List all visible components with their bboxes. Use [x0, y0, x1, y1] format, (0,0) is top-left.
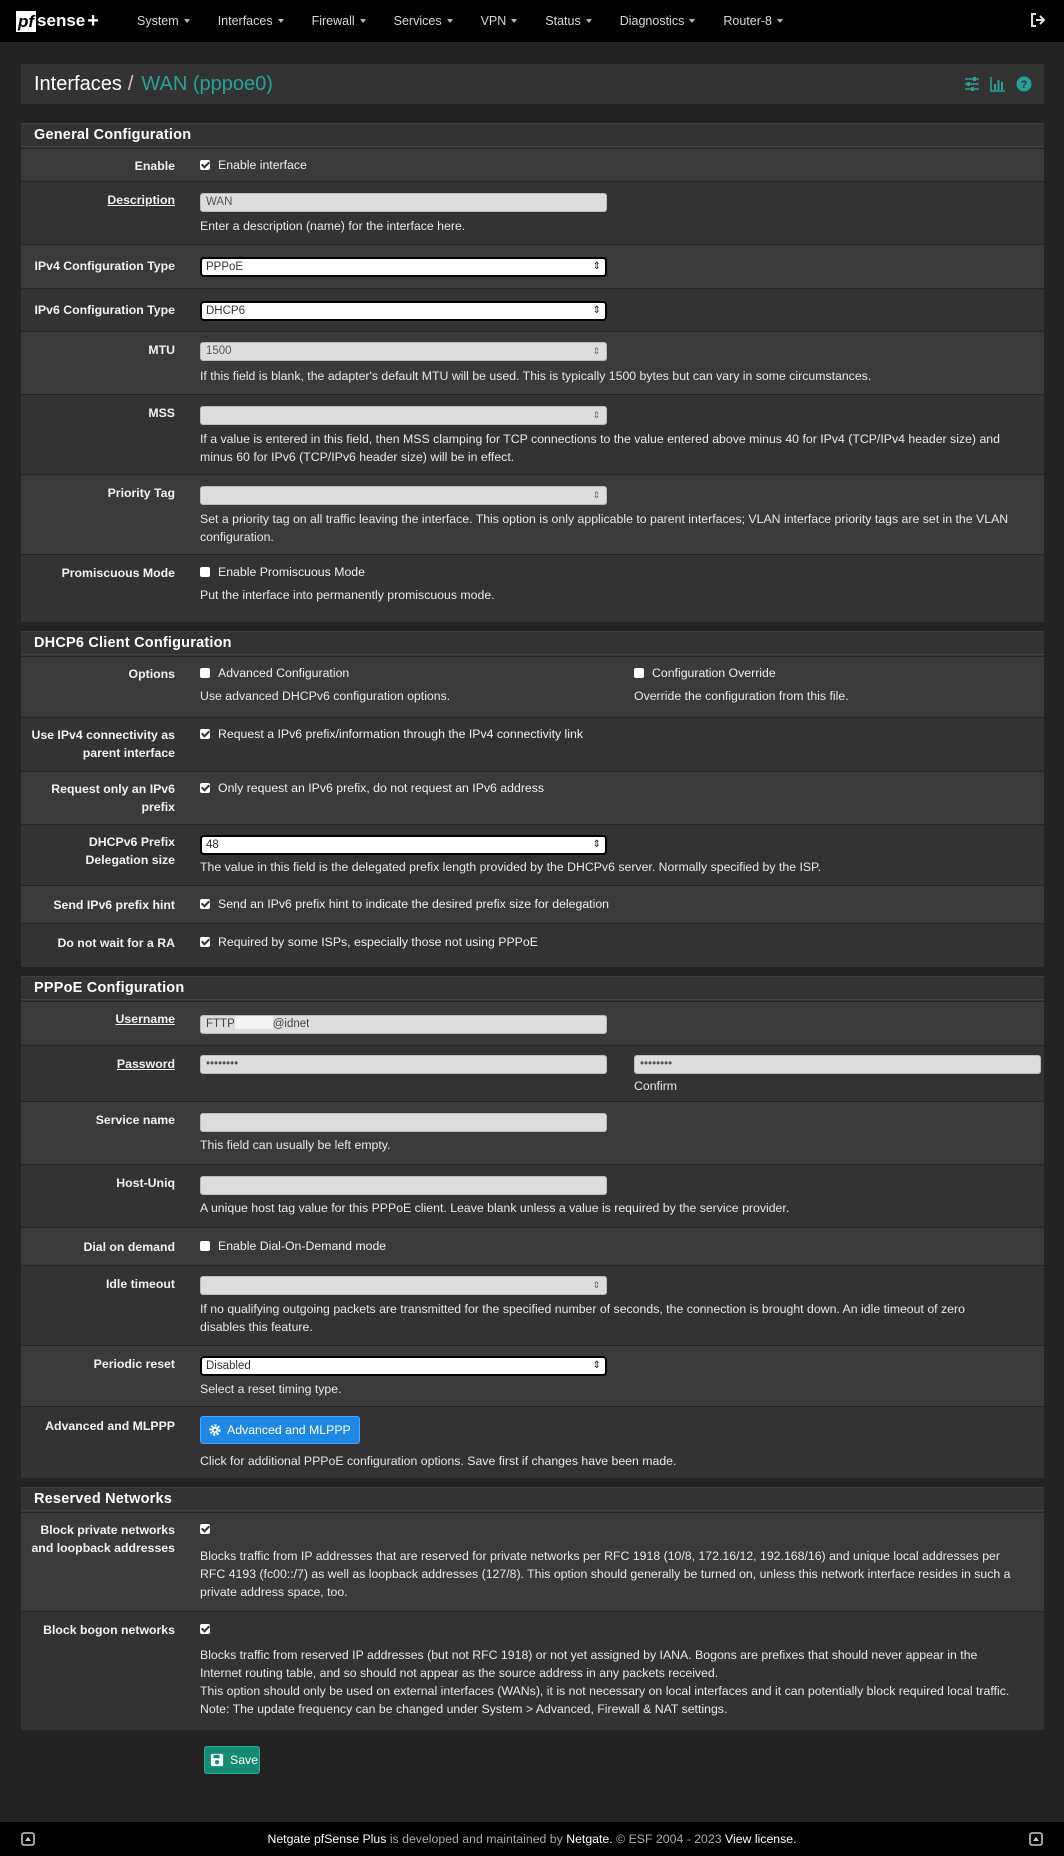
nav-services[interactable]: Services — [394, 14, 453, 28]
promisc-row — [21, 554, 1044, 622]
mtu-row — [21, 331, 1044, 394]
dial-on-demand-checkbox-group[interactable]: Enable Dial-On-Demand mode — [200, 1238, 386, 1253]
request-prefix-checkbox-group[interactable]: Only request an IPv6 prefix, do not request an IPv6 address — [200, 780, 544, 795]
field-label: DHCPv6 Prefix Delegation size — [85, 835, 175, 867]
help-text: The value in this field is the delegated prefix length provided by the DHCPv6 server. Normally specified by the ISP. — [200, 860, 822, 874]
caret-down-icon — [777, 19, 783, 23]
prefix-hint-row — [21, 885, 1044, 923]
field-label[interactable]: Password — [116, 1057, 175, 1071]
block-private-checkbox[interactable] — [200, 1524, 210, 1534]
help-text: Blocks traffic from reserved IP addresses (but not RFC 1918) or not yet assigned by IANA. Bogons are prefixes that should never appear in the Internet routing table, and so should not appear as the source address in any packets received. This option should only be used on external interfaces (WANs), it is not necessary on local interfaces and it can potentially block required local traffic. Note: The update frequency can be changed under System > Advanced, Firewall & NAT settings. — [200, 1648, 1010, 1716]
description-input[interactable]: WAN — [200, 193, 607, 212]
block-bogon-checkbox[interactable] — [200, 1624, 210, 1634]
help-text: If this field is blank, the adapter's default MTU will be used. This is typically 1500 bytes but can vary in some circumstances. — [200, 369, 872, 383]
dhcp6-config-panel — [21, 631, 1044, 967]
block-bogon-checkbox-group[interactable] — [200, 1621, 210, 1636]
nav-system[interactable]: System — [137, 14, 190, 28]
section-heading: DHCP6 Client Configuration — [21, 631, 1044, 655]
enable-row — [21, 148, 1044, 181]
help-text: Put the interface into permanently promiscuous mode. — [200, 588, 495, 602]
username-row — [21, 1001, 1044, 1045]
footer-company-link[interactable]: Netgate. — [566, 1832, 613, 1846]
config-override-checkbox[interactable] — [634, 668, 644, 678]
block-private-row — [21, 1512, 1044, 1611]
section-heading: General Configuration — [21, 123, 1044, 147]
nav-router[interactable]: Router-8 — [723, 14, 783, 28]
advanced-mlppp-button[interactable]: Advanced and MLPPP — [200, 1416, 360, 1444]
prefix-delegation-select[interactable]: 48 ⇕ — [200, 835, 607, 855]
promisc-checkbox[interactable] — [200, 567, 210, 577]
advanced-config-checkbox-group[interactable]: Advanced Configuration — [200, 665, 349, 680]
help-text: Blocks traffic from IP addresses that are reserved for private networks per RFC 1918 (10/8, 172.16/12, 192.168/16) and unique local addresses per RFC 4193 (fc00::/7) as well as loopback addresses (127/8). This option should generally be turned on, unless this network interface resides in such a private address space, too. — [200, 1549, 1011, 1599]
logo-pf: pf — [18, 11, 35, 31]
dial-on-demand-checkbox[interactable] — [200, 1241, 210, 1251]
help-icon[interactable] — [1016, 76, 1032, 92]
no-wait-ra-checkbox[interactable] — [200, 937, 210, 947]
field-label: Promiscuous Mode — [61, 566, 175, 580]
request-prefix-row — [21, 771, 1044, 824]
sliders-icon[interactable] — [964, 76, 980, 92]
help-text: Set a priority tag on all traffic leaving the interface. This option is only applicable to parent interfaces; VLAN interface priority tags are set in the VLAN configuration. — [200, 512, 1009, 544]
footer-product: Netgate pfSense Plus — [267, 1832, 387, 1846]
caret-down-icon — [184, 19, 190, 23]
promisc-checkbox-group[interactable]: Enable Promiscuous Mode — [200, 564, 365, 579]
pppoe-config-panel — [21, 976, 1044, 1478]
general-config-panel — [21, 123, 1044, 622]
nav-interfaces[interactable]: Interfaces — [218, 14, 284, 28]
help-text: A unique host tag value for this PPPoE client. Leave blank unless a value is required by the service provider. — [200, 1201, 790, 1215]
idle-timeout-input[interactable] — [200, 1276, 607, 1295]
password-input[interactable]: •••••••• — [200, 1055, 607, 1074]
field-label: Service name — [95, 1113, 175, 1127]
caret-down-icon — [689, 19, 695, 23]
save-button[interactable]: Save — [204, 1746, 260, 1774]
help-text: Enter a description (name) for the interface here. — [200, 219, 466, 233]
footer-text: is developed and maintained by — [386, 1832, 567, 1846]
host-uniq-row — [21, 1164, 1044, 1227]
collapse-right-icon[interactable] — [1029, 1832, 1043, 1846]
ipv6-type-select[interactable]: DHCP6 ⇕ — [200, 301, 607, 321]
field-label: Block bogon networks — [43, 1623, 175, 1637]
password-row — [21, 1045, 1044, 1101]
advanced-config-checkbox[interactable] — [200, 668, 210, 678]
enable-checkbox-group[interactable]: Enable interface — [200, 157, 307, 172]
nav-firewall[interactable]: Firewall — [312, 14, 366, 28]
footer-copyright: © ESF 2004 - 2023 — [612, 1832, 725, 1846]
logo-plus: + — [87, 9, 99, 32]
field-label: Request only an IPv6 prefix — [51, 782, 175, 814]
caret-down-icon — [586, 19, 592, 23]
block-private-checkbox-group[interactable] — [200, 1521, 210, 1536]
mtu-input[interactable]: 1500 ⇕ — [200, 342, 607, 361]
nav-vpn[interactable]: VPN — [481, 14, 518, 28]
field-label[interactable]: Description — [107, 193, 175, 207]
service-name-row — [21, 1101, 1044, 1164]
periodic-reset-select[interactable]: Disabled ⇕ — [200, 1356, 607, 1376]
field-label: Use IPv4 connectivity as parent interface — [31, 728, 175, 760]
mss-input[interactable] — [200, 406, 607, 425]
prefix-hint-checkbox[interactable] — [200, 899, 210, 909]
breadcrumb — [21, 64, 1044, 104]
dial-on-demand-row — [21, 1227, 1044, 1265]
priority-row — [21, 474, 1044, 554]
field-label: Do not wait for a RA — [57, 936, 175, 950]
password-confirm-input[interactable]: •••••••• — [634, 1055, 1041, 1074]
idle-timeout-row — [21, 1265, 1044, 1345]
reserved-networks-panel — [21, 1487, 1044, 1730]
help-text: Override the configuration from this file. — [634, 689, 849, 703]
use-ipv4-checkbox[interactable] — [200, 729, 210, 739]
service-name-input[interactable] — [200, 1113, 607, 1132]
caret-down-icon — [447, 19, 453, 23]
caret-down-icon — [278, 19, 284, 23]
no-wait-ra-checkbox-group[interactable]: Required by some ISPs, especially those not using PPPoE — [200, 934, 538, 949]
help-text: Use advanced DHCPv6 configuration options. — [200, 689, 451, 703]
enable-checkbox[interactable] — [200, 160, 210, 170]
help-text: This field can usually be left empty. — [200, 1138, 391, 1152]
field-label: Dial on demand — [83, 1240, 175, 1254]
help-text: Select a reset timing type. — [200, 1382, 342, 1396]
use-ipv4-row — [21, 717, 1044, 771]
host-uniq-input[interactable] — [200, 1176, 607, 1195]
section-heading: Reserved Networks — [21, 1487, 1044, 1511]
description-row — [21, 181, 1044, 244]
field-label: Periodic reset — [93, 1357, 175, 1371]
footer — [0, 1822, 1064, 1856]
field-label: MTU — [148, 343, 175, 357]
caret-down-icon — [360, 19, 366, 23]
help-text: Click for additional PPPoE configuration options. Save first if changes have been made. — [200, 1454, 677, 1468]
confirm-label: Confirm — [634, 1079, 678, 1093]
logout-icon[interactable] — [1030, 12, 1046, 28]
field-label: Host-Uniq — [116, 1176, 175, 1190]
breadcrumb-separator: / — [127, 72, 134, 95]
ipv4-type-select[interactable]: PPPoE ⇕ — [200, 257, 607, 277]
field-label[interactable]: Username — [115, 1012, 175, 1026]
nav-status[interactable]: Status — [545, 14, 591, 28]
section-heading: PPPoE Configuration — [21, 976, 1044, 1000]
nav-diagnostics[interactable]: Diagnostics — [620, 14, 696, 28]
priority-input[interactable] — [200, 486, 607, 505]
logo-sense: sense — [37, 11, 86, 30]
options-row — [21, 656, 1044, 717]
mss-row — [21, 394, 1044, 474]
bar-chart-icon[interactable] — [990, 76, 1006, 92]
field-label: Idle timeout — [105, 1277, 175, 1291]
use-ipv4-checkbox-group[interactable]: Request a IPv6 prefix/information through the IPv4 connectivity link — [200, 726, 583, 741]
periodic-reset-row — [21, 1345, 1044, 1406]
no-wait-ra-row — [21, 923, 1044, 967]
username-input[interactable]: FTTP @idnet — [200, 1015, 607, 1034]
caret-down-icon — [511, 19, 517, 23]
field-label: Advanced and MLPPP — [45, 1419, 175, 1433]
collapse-left-icon[interactable] — [21, 1832, 35, 1846]
view-license-link[interactable]: View license. — [724, 1832, 797, 1846]
config-override-checkbox-group[interactable]: Configuration Override — [634, 665, 776, 680]
ipv6-type-row — [21, 288, 1044, 331]
prefix-delegation-row — [21, 824, 1044, 885]
advanced-mlppp-row — [21, 1406, 1044, 1478]
help-text: If no qualifying outgoing packets are transmitted for the specified number of seconds, the connection is brought down. An idle timeout of zero disables this feature. — [200, 1302, 965, 1334]
help-text: If a value is entered in this field, then MSS clamping for TCP connections to the value entered above minus 40 for IPv4 (TCP/IPv4 header size) and minus 60 for IPv6 (TCP/IPv6 header size) will be in effect. — [200, 432, 1000, 464]
field-label: IPv6 Configuration Type — [34, 303, 175, 317]
prefix-hint-checkbox-group[interactable]: Send an IPv6 prefix hint to indicate the desired prefix size for delegation — [200, 896, 609, 911]
field-label: IPv4 Configuration Type — [34, 259, 175, 273]
redacted-block — [235, 1016, 273, 1029]
request-prefix-checkbox[interactable] — [200, 783, 210, 793]
pfsense-logo[interactable] — [16, 0, 116, 42]
breadcrumb-root[interactable]: Interfaces — [34, 72, 122, 95]
field-label: Options — [128, 667, 175, 681]
top-navbar — [0, 0, 1064, 42]
ipv4-type-row — [21, 244, 1044, 288]
save-icon — [210, 1753, 224, 1767]
gear-icon — [208, 1423, 222, 1437]
svg-text:?: ? — [1020, 79, 1028, 91]
block-bogon-row — [21, 1611, 1044, 1730]
field-label: Block private networks and loopback addresses — [31, 1523, 175, 1555]
page-title[interactable]: WAN (pppoe0) — [141, 72, 273, 95]
field-label: MSS — [148, 406, 175, 420]
field-label: Send IPv6 prefix hint — [53, 898, 175, 912]
field-label: Priority Tag — [107, 486, 175, 500]
field-label: Enable — [134, 159, 175, 173]
